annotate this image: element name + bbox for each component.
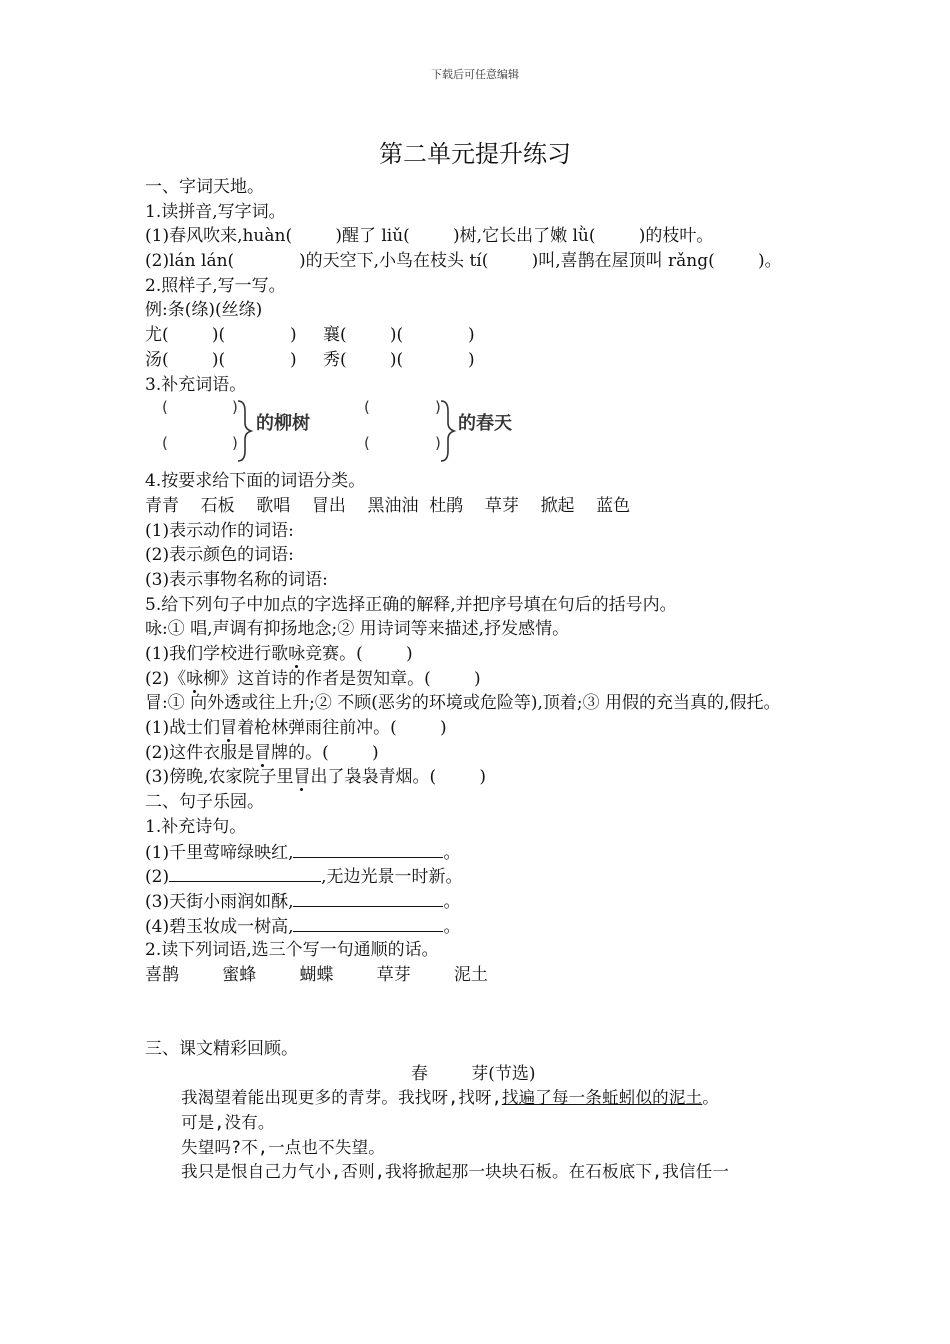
section-2-words: 喜鹊 蜜蜂 蝴蝶 草芽 泥土 [145,964,488,985]
question-2: 2.照样子,写一写。 [145,275,286,296]
answer-blank[interactable] [293,840,443,858]
poem-line-4: (4)碧玉妆成一树高, [145,916,294,937]
section-3-heading: 三、课文精彩回顾。 [145,1039,298,1060]
page-title: 第二单元提升练习 [379,140,571,168]
q5-5-tail: 出了袅袅青烟。( ) [310,767,486,788]
section-2-heading: 二、句子乐园。 [145,792,264,813]
q2-row1-right: 襄( )( ) [323,325,475,346]
spacer [145,988,815,1013]
question-5-item-2 [145,667,815,692]
paren-l-2: ( [162,434,168,453]
question-5: 5.给下列句子中加点的字选择正确的解释,并把序号填在句后的括号内。 [145,594,677,615]
passage-line-3: 失望吗?不,一点也不失望。 [181,1137,385,1157]
question-4: 4.按要求给下面的词语分类。 [145,471,366,492]
passage-line-1 [145,1086,815,1111]
q5-3-tail: 着枪林弹雨往前冲。( ) [237,718,447,739]
word-fill-brackets [145,397,815,469]
question-1-item-1: (1)春风吹来,huàn( )醒了 liǔ( )树,它长出了嫩 lǜ( )的枝叶。 [145,226,714,247]
poem-line-1: (1)千里莺啼绿映红, [145,842,294,863]
section-2-question-1: 1.补充诗句。 [145,816,247,837]
q5-4-tail: 牌的。( ) [271,742,379,763]
paren-l-3: ( [364,398,370,417]
spacer [145,1012,815,1037]
question-4-item-1: (1)表示动作的词语: [145,520,294,541]
question-1-item-2: (2)lán lán( )的天空下,小鸟在枝头 tí( )叫,喜鹊在屋顶叫 rǎng( )。 [145,251,782,272]
header-note: 下载后可任意编辑 [431,68,519,81]
answer-blank[interactable] [293,914,443,932]
poem-line-4-end: 。 [443,916,461,937]
question-5-item-1 [145,642,815,667]
paren-r-1: ) [232,398,238,417]
paren-r-3: ) [435,398,441,417]
q2-row2-right: 秀( )( ) [323,349,475,370]
poem-line-3-end: 。 [443,891,461,912]
paren-l-1: ( [162,398,168,417]
answer-blank[interactable] [293,889,443,907]
poem-fill-4 [145,914,815,939]
dotted-char: 冒 [254,742,272,763]
paren-r-2: ) [232,434,238,453]
q5-4-text: (2)这件衣服是 [145,742,255,763]
yong-definition: 咏:① 唱,声调有抑扬地念;② 用诗词等来描述,抒发感情。 [145,619,570,640]
q2-row2-left: 汤( )( ) [145,349,297,370]
question-2-row-1 [145,323,815,348]
section-2-question-2: 2.读下列词语,选三个写一句通顺的话。 [145,940,439,961]
question-5-item-3 [145,716,815,741]
question-1: 1.读拼音,写字词。 [145,201,286,222]
passage-line-2: 可是,没有。 [181,1113,275,1133]
dotted-char: 咏 [288,644,306,664]
suffix-willow: 的柳树 [256,413,310,435]
q5-1-tail: 竞赛。( ) [305,644,413,664]
passage-line-4: 我只是恨自己力气小,否则,我将掀起那一块块石板。在石板底下,我信任一 [181,1162,730,1182]
question-4-words: 青青 石板 歌唱 冒出 黑油油 杜鹃 草芽 掀起 蓝色 [145,495,631,516]
q5-3-text: (1)战士们 [145,718,221,739]
poem-line-3: (3)天街小雨润如酥, [145,891,294,912]
question-5-item-5 [145,765,815,790]
q2-row1-left: 尤( )( ) [145,325,297,346]
underlined-phrase: 找遍了每一条蚯蚓似的泥土 [501,1088,703,1108]
paren-r-4: ) [435,434,441,453]
mao-definition: 冒:① 向外透或往上升;② 不顾(恶劣的环境或危险等),顶着;③ 用假的充当真的,假托。 [145,693,781,714]
suffix-spring: 的春天 [458,413,512,435]
poem-line-2-end: ,无边光景一时新。 [321,867,463,888]
poem-fill-3 [145,889,815,914]
answer-blank[interactable] [169,864,321,882]
dotted-char: 冒 [293,767,311,788]
q5-2-tail: 柳》这首诗的作者是贺知章。( ) [203,668,481,689]
dotted-char: 冒 [220,718,238,739]
dotted-char: 咏 [186,668,204,689]
passage-1-end: 。 [702,1088,719,1108]
poem-fill-2 [145,864,815,889]
question-2-row-2 [145,348,815,373]
paren-l-4: ( [364,434,370,453]
poem-line-1-end: 。 [443,842,461,863]
question-3: 3.补充词语。 [145,374,247,395]
poem-title: 春 芽(节选) [411,1063,536,1084]
worksheet-body [145,175,815,1185]
question-2-example: 例:条(绦)(丝绦) [145,300,263,321]
q5-1-text: (1)我们学校进行歌 [145,644,289,664]
poem-fill-1 [145,840,815,865]
q5-5-text: (3)傍晚,农家院子里 [145,767,294,788]
question-4-item-2: (2)表示颜色的词语: [145,545,294,566]
passage-1-text: 我渴望着能出现更多的青芽。我找呀,找呀, [181,1088,502,1108]
question-4-item-3: (3)表示事物名称的词语: [145,569,328,590]
section-1-heading: 一、字词天地。 [145,177,264,197]
poem-line-2: (2) [145,867,170,888]
q5-2-text: (2)《 [145,668,187,689]
question-5-item-4 [145,741,815,766]
